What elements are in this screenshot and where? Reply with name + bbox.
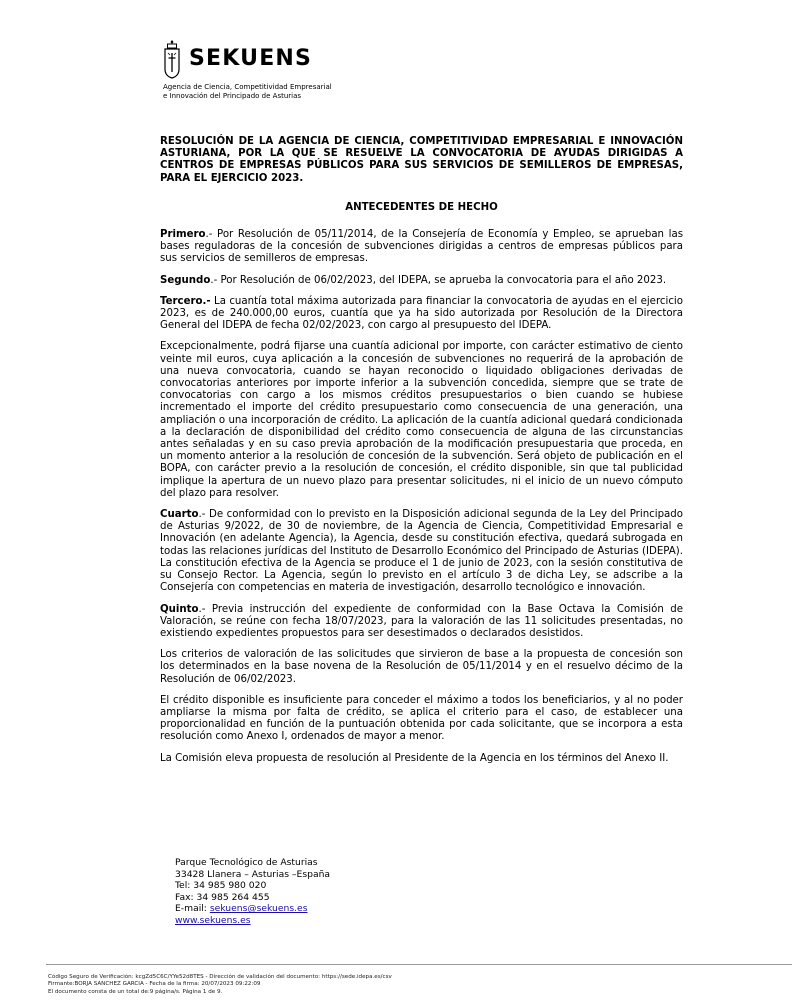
document-body <box>160 136 683 774</box>
website-link[interactable]: www.sekuens.es <box>175 914 251 926</box>
email-link[interactable]: sekuens@sekuens.es <box>209 903 308 915</box>
paragraph-text: .- Por Resolución de 06/02/2023, del IDEPA, se aprueba la convocatoria para el año 2023. <box>210 274 667 286</box>
brand-name: SEKUENS <box>189 46 313 71</box>
paragraph-cuarto <box>160 509 683 594</box>
page-count: El documento consta de un total de:9 página/s. Página 1 de 9. <box>48 988 223 995</box>
email-row <box>175 903 330 915</box>
paragraph-criterios: Los criterios de valoración de las solicitudes que sirvieron de base a la propuesta de concesión son los determinados en la base novena de la Resolución de 05/11/2014 y en el resuelvo décimo de la Resolución de 06/02/2023. <box>160 649 683 685</box>
tagline-line-1: Agencia de Ciencia, Competitividad Empresarial <box>163 83 332 91</box>
paragraph-tercero <box>160 296 683 333</box>
signer-info: Firmante:BORJA SANCHEZ GARCIA - Fecha de la firma: 20/07/2023 09:22:09 <box>48 981 261 988</box>
section-heading: ANTECEDENTES DE HECHO <box>345 201 498 213</box>
tagline-line-2: e Innovación del Principado de Asturias <box>163 92 302 100</box>
paragraph-excepcionalmente: Excepcionalmente, podrá fijarse una cuantía adicional por importe, con carácter estimativo de ciento veinte mil euros, cuya aplicación a la concesión de subvenciones no requerirá de la aprobación de una nueva convocatoria, cuando se hayan reconocido o liquidado obligaciones derivadas de convocatorias anteriores por importe inferior a la subvención concedida, siempre que se trate de convocatorias con cargo a los mismos créditos presupuestarios o bien cuando se hubiese incrementado el importe del crédito presupuestario como consecuencia de una generación, una ampliación o una incorporación de crédito. La aplicación de la cuantía adicional quedará condicionada a la declaración de disponibilidad del crédito como consecuencia de alguna de las circunstancias antes señaladas y en su caso previa aprobación de la modificación presupuestaria que proceda, en un momento anterior a la resolución de concesión de la subvención. Será objeto de publicación en el BOPA, con carácter previo a la resolución de concesión, el crédito disponible, sin que tal publicidad implique la apertura de un nuevo plazo para presentar solicitudes, ni el inicio de un nuevo cómputo del plazo para resolver. <box>160 341 683 499</box>
paragraph-lead: Primero <box>160 229 206 241</box>
paragraph-credito: El crédito disponible es insuficiente para conceder el máximo a todos los beneficiarios, y al no poder ampliarse la misma por falta de crédito, se aplica el criterio para el caso, de establecer una proporcionalidad en función de la puntuación obtenida por cada solicitante, que se incorpora a esta resolución como Anexo I, ordenados de mayor a menor. <box>160 694 683 743</box>
paragraph-lead: Quinto <box>160 603 199 615</box>
paragraph-lead: Segundo <box>160 274 211 286</box>
address-line-2: 33428 Llanera – Asturias –España <box>175 868 331 880</box>
verification-code: Código Seguro de Verificación: kcgZd5C6C/YYe52d8TES - Dirección de validación del documento: https://sede.idepa.es/csv <box>48 974 392 980</box>
paragraph-text: .- De conformidad con lo previsto en la Disposición adicional segunda de la Ley del Principado de Asturias 9/2022, de 30 de noviembre, de la Agencia de Ciencia, Competitividad Empresarial e Innovación (en adelante Agencia), la Agencia, desde su constitución efectiva, quedará subrogada en todas las relaciones jurídicas del Instituto de Desarrollo Económico del Principado de Asturias (IDEPA). La constitución efectiva de la Agencia se produce el 1 de junio de 2023, con la sesión constitutiva de su Consejo Rector. La Agencia, según lo previsto en el artículo 3 de dicha Ley, se adscribe a la Consejería con competencias en materia de investigación, desarrollo tecnológico e innovación. <box>160 509 683 594</box>
footer-divider <box>46 964 792 965</box>
paragraph-text: .- Previa instrucción del expediente de conformidad con la Base Octava la Comisión de Valoración, se reúne con fecha 18/07/2023, para la valoración de las 11 solicitudes presentadas, no existiendo expedientes propuestos para ser desestimados o declarados desistidos. <box>160 603 683 639</box>
address-line-1: Parque Tecnológico de Asturias <box>175 857 318 868</box>
paragraph-lead: Tercero.- <box>160 295 211 307</box>
verification-stamp <box>48 974 392 996</box>
paragraph-segundo <box>160 275 683 287</box>
paragraph-text: La cuantía total máxima autorizada para financiar la convocatoria de ayudas en el ejercicio 2023, es de 240.000,00 euros, cuantía que ya ha sido autorizada por Resolución de la Directora General del IDEPA de fecha 02/02/2023, con cargo al presupuesto del IDEPA. <box>160 295 683 332</box>
sekuens-logo <box>163 38 343 100</box>
paragraph-text: .- Por Resolución de 05/11/2014, de la Consejería de Economía y Empleo, se aprueban las bases reguladoras de la concesión de subvenciones dirigidas a centros de empresas públicos para sus servicios de semilleros de empresas. <box>160 229 683 265</box>
phone-number: Tel: 34 985 980 020 <box>175 880 267 892</box>
brand-tagline <box>163 83 363 101</box>
email-label: E-mail: <box>175 903 210 915</box>
paragraph-lead: Cuarto <box>160 509 199 521</box>
fax-number: Fax: 34 985 264 455 <box>175 891 270 903</box>
document-title: RESOLUCIÓN DE LA AGENCIA DE CIENCIA, COMPETITIVIDAD EMPRESARIAL E INNOVACIÓN ASTURIANA, POR LA QUE SE RESUELVE LA CONVOCATORIA DE AYUDAS DIRIGIDAS A CENTROS DE EMPRESAS PÚBLICOS PARA SUS SERVICIOS DE SEMILLEROS DE EMPRESAS, PARA EL EJERCICIO 2023. <box>160 136 683 184</box>
website-row <box>175 915 330 927</box>
asturias-seal-icon <box>163 39 181 79</box>
paragraph-primero <box>160 229 683 266</box>
paragraph-comision: La Comisión eleva propuesta de resolución al Presidente de la Agencia en los términos del Anexo II. <box>160 752 669 764</box>
contact-address <box>175 857 330 927</box>
paragraph-quinto <box>160 604 683 641</box>
